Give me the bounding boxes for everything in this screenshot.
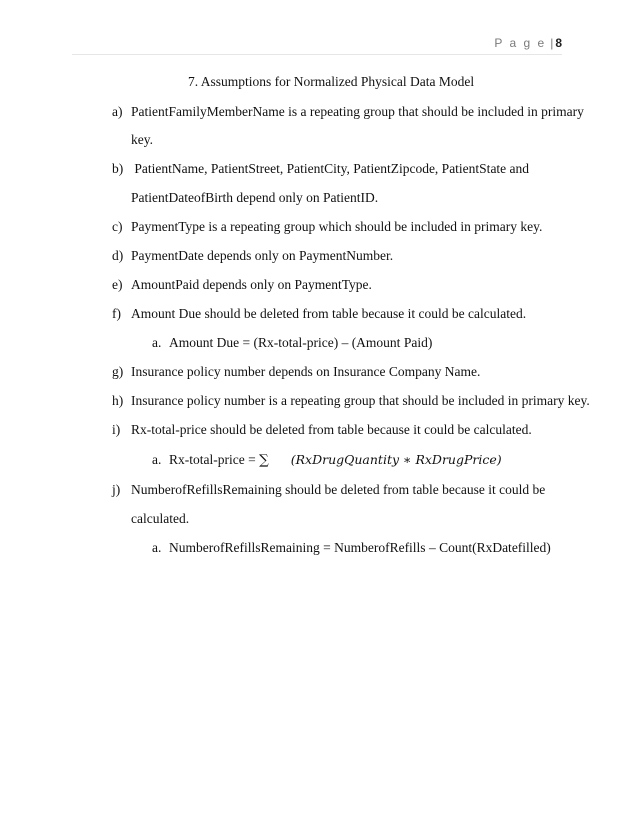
item-text: PaymentDate depends only on PaymentNumber. [131, 248, 394, 263]
sub-item-text: Rx-total-price = [169, 452, 260, 467]
sub-item-marker: a. [152, 452, 162, 467]
summation-symbol: ∑ [259, 452, 269, 468]
list-item-e [112, 277, 372, 293]
item-text: PatientName, PatientStreet, PatientCity, PatientZipcode, PatientState and [131, 161, 530, 176]
list-item-f [112, 306, 526, 322]
page-label: P a g e [494, 36, 547, 50]
item-text: NumberofRefillsRemaining should be deleted from table because it could be [131, 482, 546, 497]
list-item-i [112, 422, 532, 438]
item-text: AmountPaid depends only on PaymentType. [131, 277, 372, 292]
sub-item-f-a [152, 335, 432, 351]
sub-item-marker: a. [152, 540, 162, 555]
header-rule [72, 54, 562, 55]
item-marker: h) [112, 393, 124, 408]
header-separator: | [550, 36, 554, 50]
sub-item-text: Amount Due = (Rx-total-price) – (Amount Paid) [169, 335, 433, 350]
item-text: PatientFamilyMemberName is a repeating group that should be included in primary [131, 104, 584, 119]
item-text: Insurance policy number depends on Insurance Company Name. [131, 364, 481, 379]
item-marker: g) [112, 364, 124, 379]
item-a-continuation: key. [131, 132, 153, 147]
list-item-d [112, 248, 393, 264]
math-formula: (RxDrugQuantity ∗ RxDrugPrice) [290, 452, 502, 467]
item-marker: a) [112, 104, 123, 119]
item-marker: c) [112, 219, 123, 234]
section-title: 7. Assumptions for Normalized Physical Data Model [188, 74, 475, 89]
item-marker: e) [112, 277, 123, 292]
sub-item-marker: a. [152, 335, 162, 350]
item-text: PaymentType is a repeating group which should be included in primary key. [131, 219, 543, 234]
sub-item-i-a [152, 452, 502, 468]
list-item-b [112, 161, 529, 177]
sub-item-text: NumberofRefillsRemaining = NumberofRefills – Count(RxDatefilled) [169, 540, 551, 555]
sub-item-j-a [152, 540, 551, 556]
item-text: Insurance policy number is a repeating group that should be included in primary key. [131, 393, 590, 408]
item-j-continuation: calculated. [131, 511, 190, 526]
item-marker: i) [112, 422, 121, 437]
item-b-continuation: PatientDateofBirth depend only on PatientID. [131, 190, 379, 205]
page-header [494, 36, 562, 50]
item-text: Rx-total-price should be deleted from table because it could be calculated. [131, 422, 532, 437]
list-item-j [112, 482, 545, 498]
list-item-h [112, 393, 590, 409]
list-item-g [112, 364, 480, 380]
item-text: Amount Due should be deleted from table because it could be calculated. [131, 306, 527, 321]
list-item-a [112, 104, 584, 120]
page-number: 8 [555, 36, 562, 50]
item-marker: b) [112, 161, 124, 176]
item-marker: d) [112, 248, 124, 263]
item-marker: f) [112, 306, 121, 321]
item-marker: j) [112, 482, 121, 497]
list-item-c [112, 219, 542, 235]
